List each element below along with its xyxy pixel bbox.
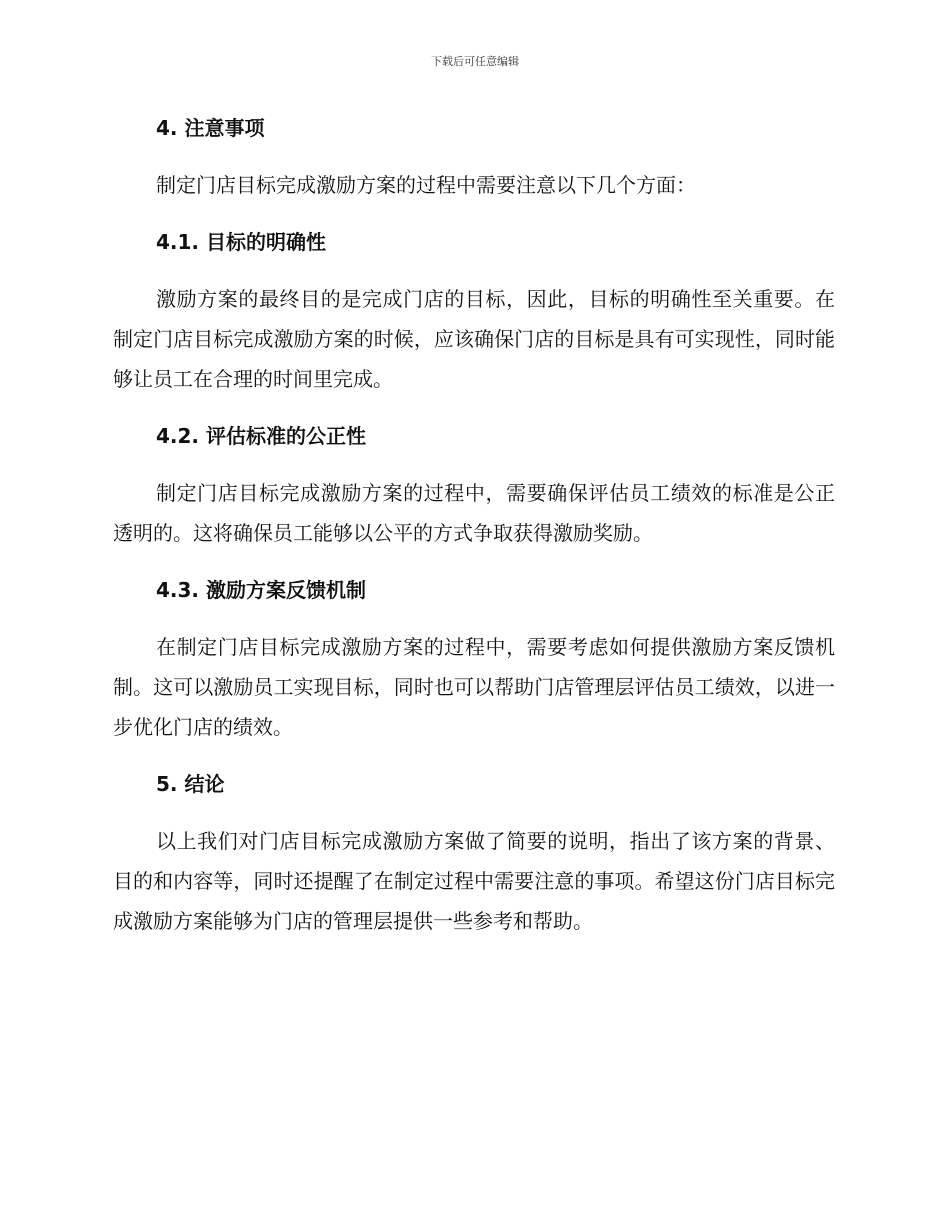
section-5-heading: 5. 结论 xyxy=(156,772,225,796)
section-4-1-body: 激励方案的最终目的是完成门店的目标，因此，目标的明确性至关重要。在制定门店目标完成激励方案的时候，应该确保门店的目标是具有可实现性，同时能够让员工在合理的时间里完成。 xyxy=(113,287,835,391)
page-header: 下载后可任意编辑 xyxy=(431,55,519,68)
section-4-1-heading: 4.1. 目标的明确性 xyxy=(156,230,326,254)
section-4-3-body: 在制定门店目标完成激励方案的过程中，需要考虑如何提供激励方案反馈机制。这可以激励员工实现目标，同时也可以帮助门店管理层评估员工绩效，以进一步优化门店的绩效。 xyxy=(113,635,835,739)
section-4-3-heading: 4.3. 激励方案反馈机制 xyxy=(156,578,366,602)
section-4-2-heading: 4.2. 评估标准的公正性 xyxy=(156,424,366,448)
section-5-body: 以上我们对门店目标完成激励方案做了简要的说明，指出了该方案的背景、目的和内容等，同时还提醒了在制定过程中需要注意的事项。希望这份门店目标完成激励方案能够为门店的管理层提供一些参考和帮助。 xyxy=(113,829,835,933)
section-4-heading: 4. 注意事项 xyxy=(156,116,265,140)
document-body xyxy=(113,108,835,941)
section-4-intro: 制定门店目标完成激励方案的过程中需要注意以下几个方面： xyxy=(156,173,696,197)
section-4-2-body: 制定门店目标完成激励方案的过程中，需要确保评估员工绩效的标准是公正透明的。这将确保员工能够以公平的方式争取获得激励奖励。 xyxy=(113,481,835,545)
